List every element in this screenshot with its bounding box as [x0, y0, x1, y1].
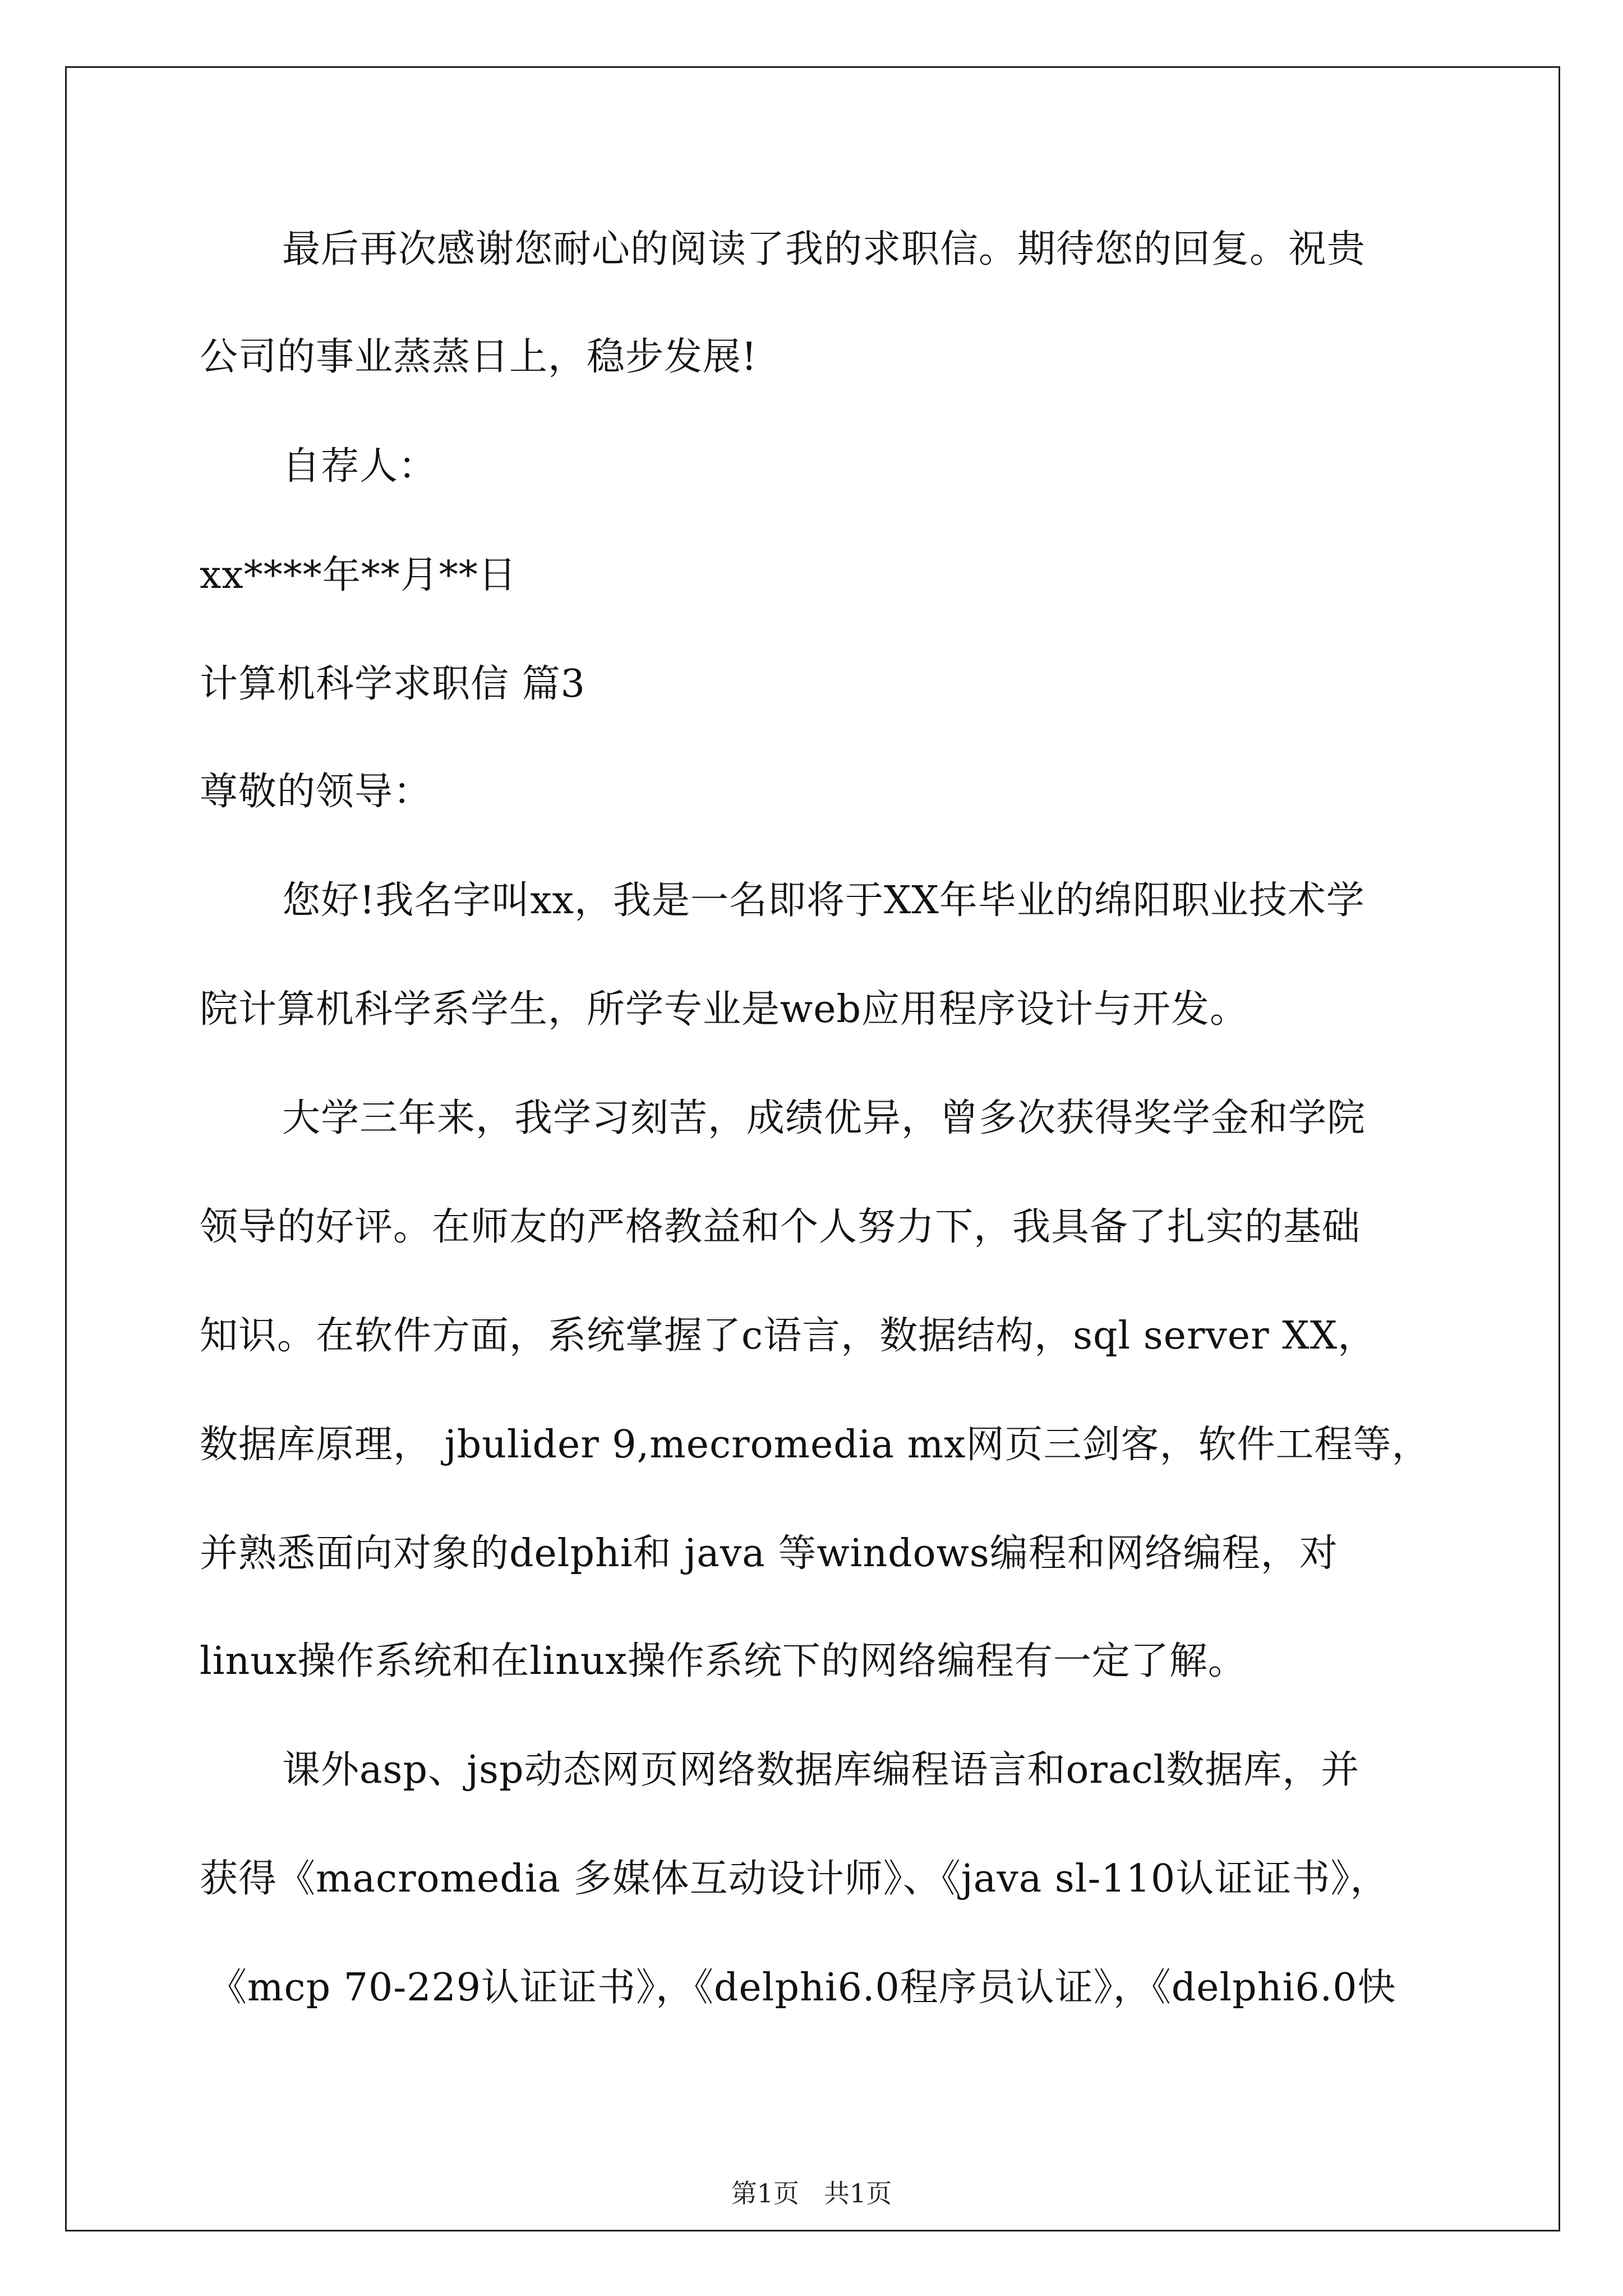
paragraph-line: 知识。在软件方面，系统掌握了c语言，数据结构，sql server XX， [200, 1314, 1377, 1358]
date-line: xx****年**月**日 [200, 553, 517, 597]
page-number: 第1页 [731, 2178, 800, 2208]
paragraph-line: 并熟悉面向对象的delphi和 java 等windows编程和网络编程，对 [200, 1531, 1338, 1576]
salutation: 尊敬的领导： [200, 770, 432, 814]
paragraph-line: 获得《macromedia 多媒体互动设计师》、《java sl-110认证证书》， [200, 1857, 1389, 1901]
paragraph-line: 领导的好评。在师友的严格教益和个人努力下，我具备了扎实的基础 [200, 1205, 1361, 1249]
paragraph-line: 最后再次感谢您耐心的阅读了我的求职信。期待您的回复。祝贵 [282, 227, 1366, 272]
paragraph-line: 公司的事业蒸蒸日上，稳步发展! [200, 335, 758, 379]
paragraph-line: 您好!我名字叫xx，我是一名即将于XX年毕业的绵阳职业技术学 [282, 878, 1365, 923]
page-border [65, 66, 1560, 2231]
paragraph-line: 大学三年来，我学习刻苦，成绩优异，曾多次获得奖学金和学院 [282, 1096, 1366, 1140]
section-heading: 计算机科学求职信 篇3 [200, 662, 585, 706]
page-footer [0, 2177, 1623, 2210]
paragraph-line: 《mcp 70-229认证证书》，《delphi6.0程序员认证》，《delphi6.0快 [209, 1966, 1396, 2010]
paragraph-line: 课外asp、jsp动态网页网络数据库编程语言和oracl数据库，并 [282, 1748, 1360, 1792]
page-total: 共1页 [823, 2178, 892, 2208]
paragraph-line: 数据库原理， jbulider 9,mecromedia mx网页三剑客，软件工程等， [200, 1423, 1431, 1467]
paragraph-line: 自荐人： [282, 444, 437, 489]
paragraph-line: 院计算机科学系学生，所学专业是web应用程序设计与开发。 [200, 987, 1248, 1032]
paragraph-line: linux操作系统和在linux操作系统下的网络编程有一定了解。 [200, 1639, 1247, 1683]
